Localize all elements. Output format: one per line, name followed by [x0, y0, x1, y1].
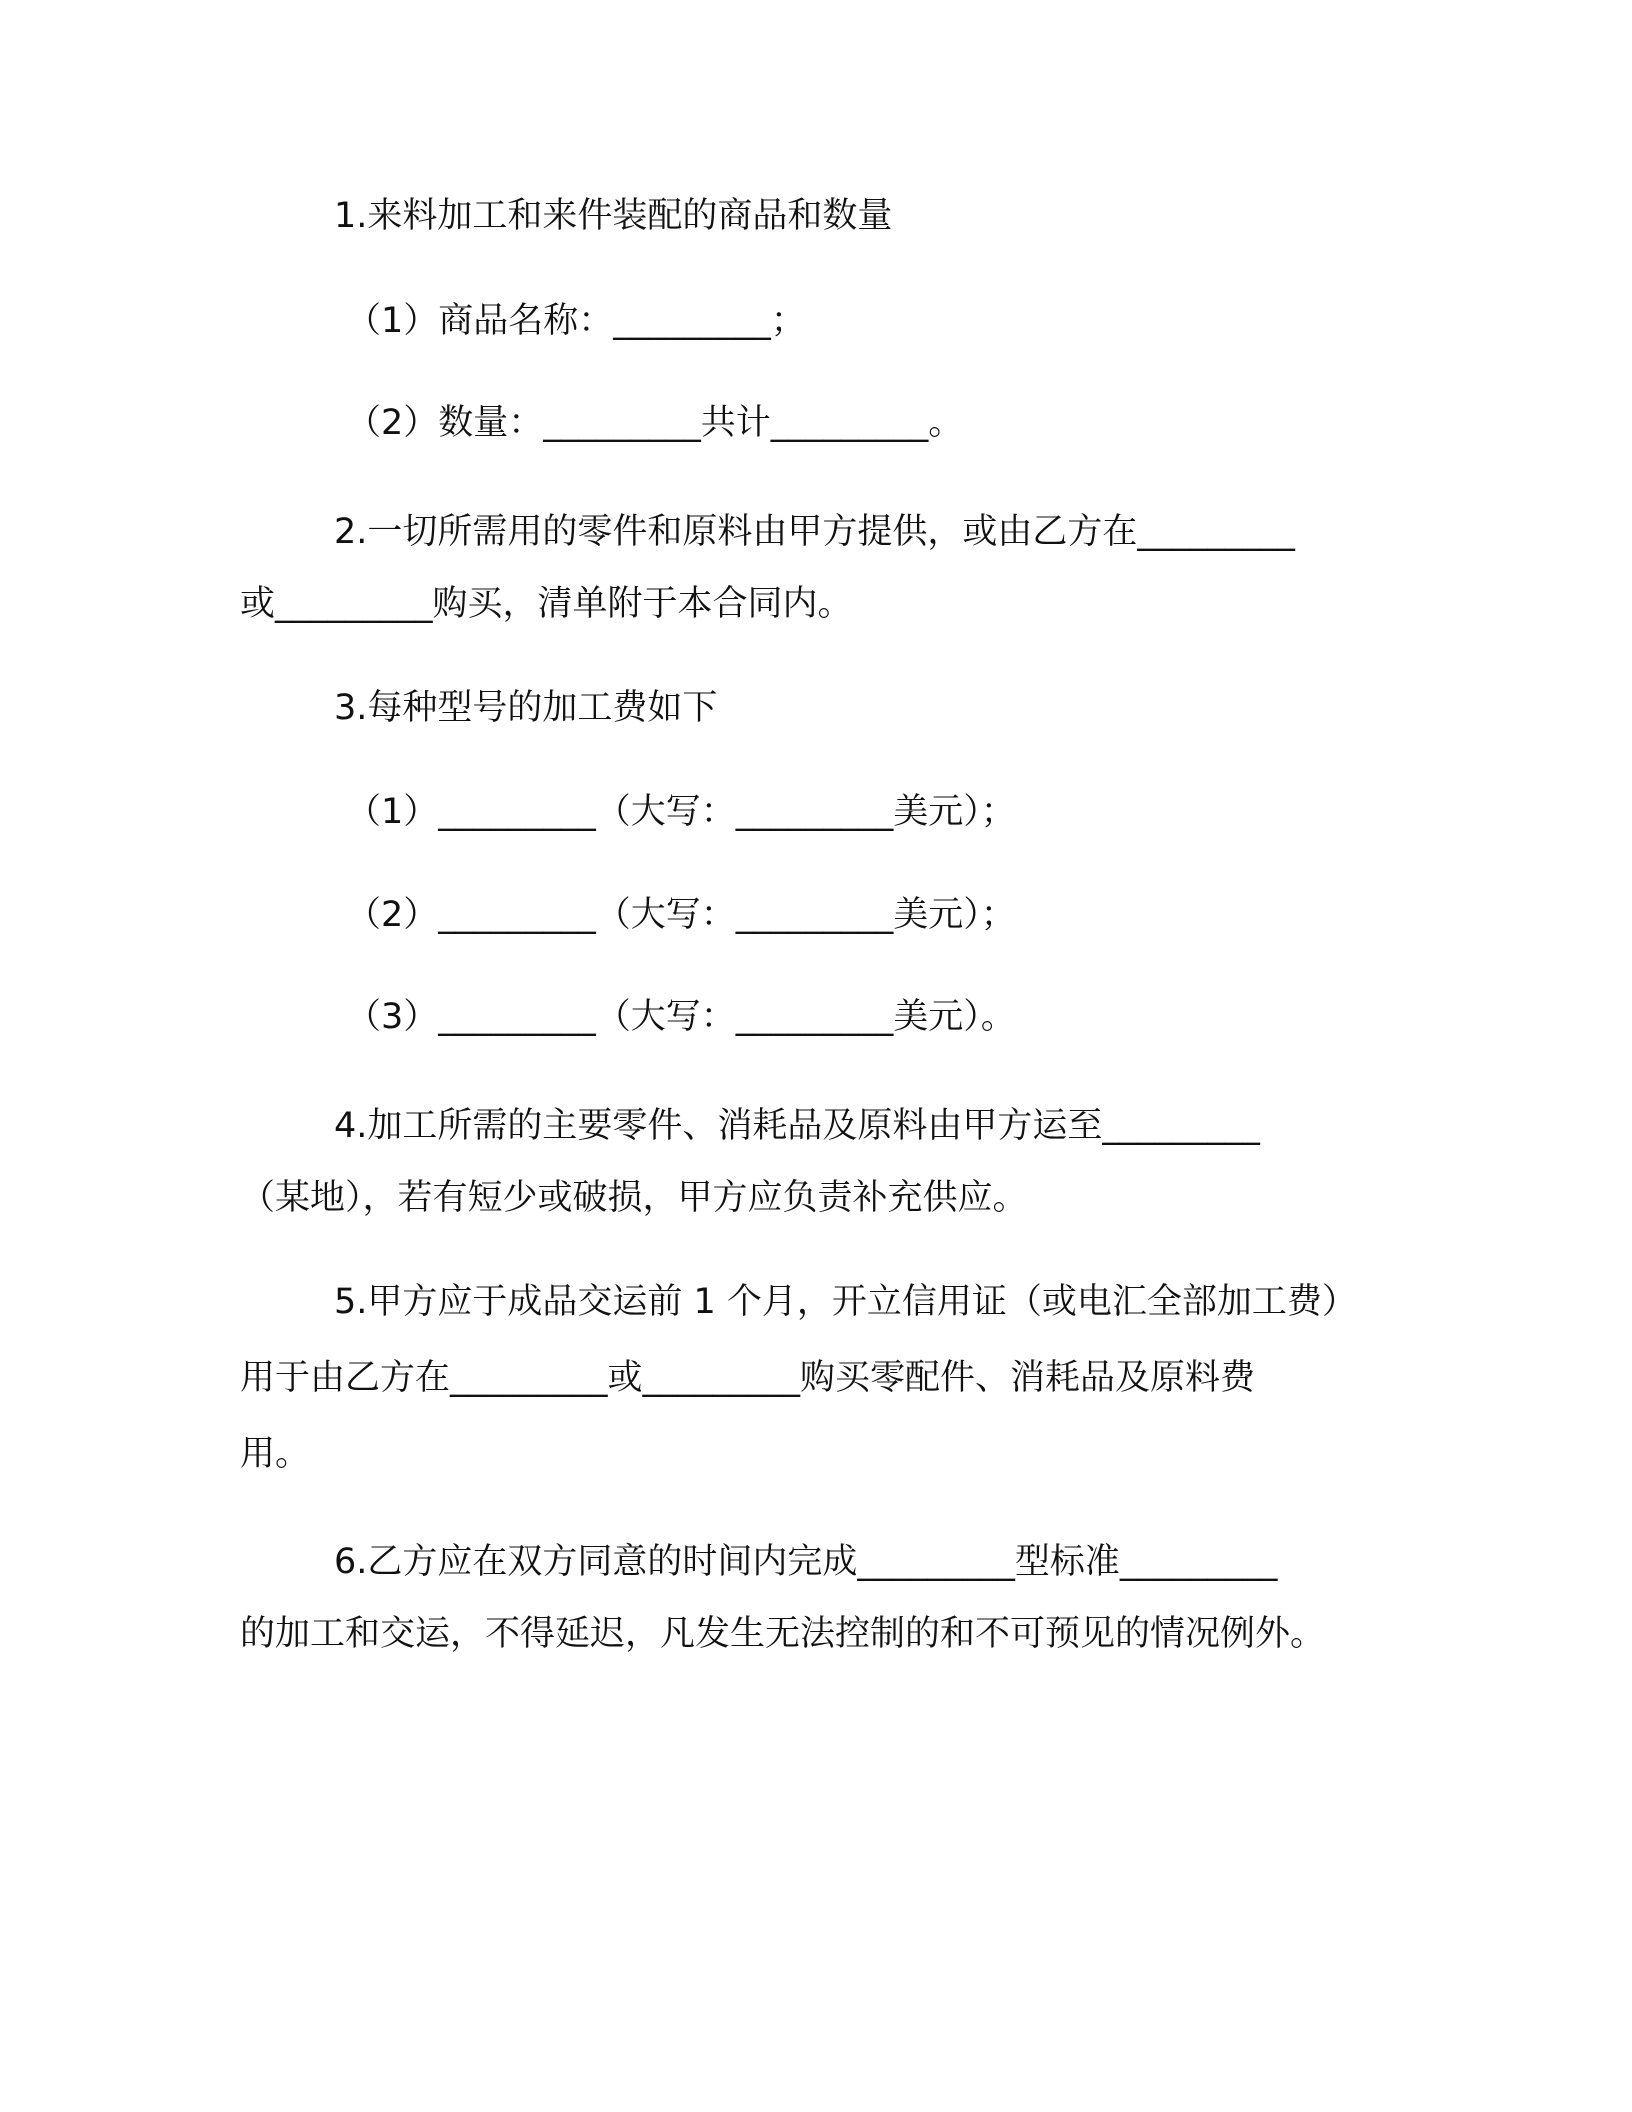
fee-item-1: （1）_________（大写：_________美元）； — [346, 792, 1016, 832]
section-5-line-2: 用于由乙方在_________或_________购买零配件、消耗品及原料费 — [240, 1358, 1256, 1398]
section-5-line-3: 用。 — [240, 1434, 311, 1474]
item-1-product-name: （1）商品名称：_________； — [346, 301, 806, 341]
section-2-line-2: 或_________购买，清单附于本合同内。 — [240, 584, 853, 624]
section-4-line-1: 4.加工所需的主要零件、消耗品及原料由甲方运至_________ — [334, 1106, 1260, 1146]
section-1-heading: 1.来料加工和来件装配的商品和数量 — [334, 196, 893, 236]
item-2-quantity: （2）数量：_________共计_________。 — [346, 403, 964, 443]
fee-item-2: （2）_________（大写：_________美元）； — [346, 895, 1016, 935]
section-6-line-1: 6.乙方应在双方同意的时间内完成_________型标准_________ — [334, 1542, 1278, 1582]
section-3-heading: 3.每种型号的加工费如下 — [334, 688, 718, 728]
section-2-line-1: 2.一切所需用的零件和原料由甲方提供，或由乙方在_________ — [334, 512, 1295, 552]
section-4-line-2: （某地），若有短少或破损，甲方应负责补充供应。 — [240, 1178, 1028, 1218]
section-5-line-1: 5.甲方应于成品交运前 1 个月，开立信用证（或电汇全部加工费） — [334, 1282, 1357, 1322]
section-6-line-2: 的加工和交运，不得延迟，凡发生无法控制的和不可预见的情况例外。 — [240, 1614, 1326, 1654]
fee-item-3: （3）_________（大写：_________美元）。 — [346, 997, 1016, 1037]
